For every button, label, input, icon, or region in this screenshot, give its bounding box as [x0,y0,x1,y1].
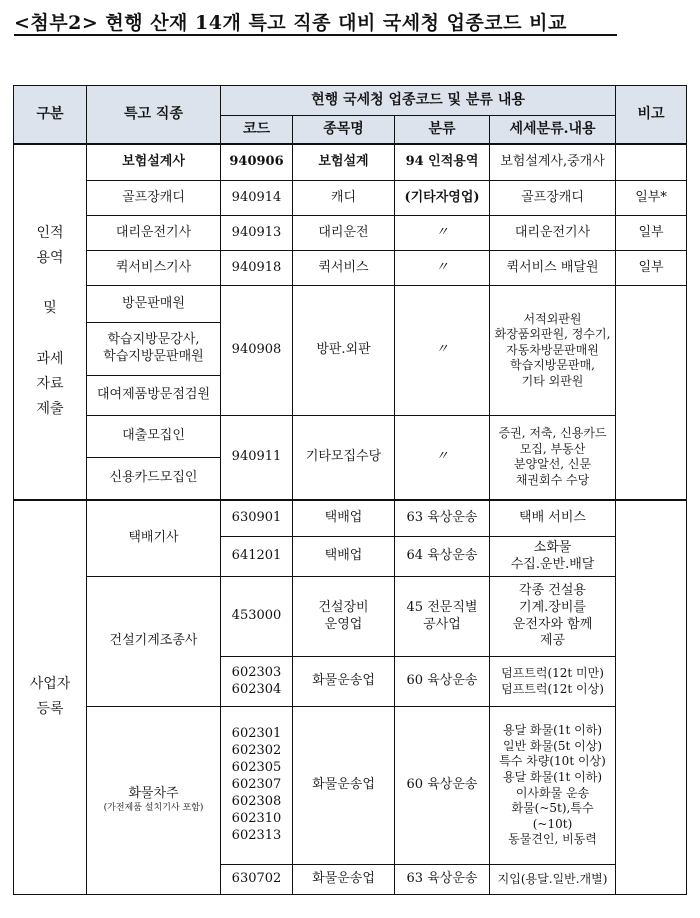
category-cell: 63 육상운송 [395,865,490,895]
header-nts-group: 현행 국세청 업종코드 및 분류 내용 [221,86,616,116]
code-cell: 940914 [221,181,293,216]
item-cell: 퀵서비스 [293,251,395,286]
job-cell: 신용카드모집인 [87,458,221,500]
category-cell: 〃 [395,251,490,286]
job-cell: 대여제품방문점검원 [87,376,221,416]
job-cell: 방문판매원 [87,286,221,323]
detail-cell: 지입(용달.일반.개별) [490,865,616,895]
category-cell: 63 육상운송 [395,500,490,537]
code-cell: 940911 [221,416,293,500]
detail-cell: 용달 화물(1t 이하) 일반 화물(5t 이상) 특수 차량(10t 이상) 용달 화물(1t 이하) 이사화물 운송 화물(~5t),특수(~10t) 동물견인, 비동력 [490,707,616,865]
header-note: 비고 [616,86,687,144]
detail-cell: 증권, 저축, 신용카드 모집, 부동산 분양알선, 신문 채권회수 수당 [490,416,616,500]
category-cell: 64 육상운송 [395,537,490,577]
item-cell: 택배업 [293,537,395,577]
item-cell: 캐디 [293,181,395,216]
detail-cell: 덤프트럭(12t 미만) 덤프트럭(12t 이상) [490,657,616,707]
category-cell: 60 육상운송 [395,707,490,865]
item-cell: 화물운송업 [293,657,395,707]
detail-cell: 각종 건설용 기계.장비를 운전자와 함께 제공 [490,577,616,657]
category-cell: 〃 [395,416,490,500]
item-cell: 기타모집수당 [293,416,395,500]
job-cell: 학습지방문강사, 학습지방문판매원 [87,323,221,376]
detail-cell: 퀵서비스 배달원 [490,251,616,286]
header-group: 구분 [14,86,87,144]
detail-cell: 보험설계사,중개사 [490,144,616,181]
note-cell: 일부* [616,181,687,216]
header-item: 종목명 [293,116,395,144]
page-title: <첨부2> 현행 산재 14개 특고 직종 대비 국세청 업종코드 비교 [14,12,567,34]
code-cell: 630901 [221,500,293,537]
note-cell [616,144,687,181]
job-cell: 대출모집인 [87,416,221,458]
code-cell: 940906 [221,144,293,181]
item-cell: 방판.외판 [293,286,395,416]
job-cell: 건설기계조종사 [87,577,221,707]
header-job: 특고 직종 [87,86,221,144]
detail-cell: 택배 서비스 [490,500,616,537]
code-cell: 940908 [221,286,293,416]
header-code: 코드 [221,116,293,144]
group-personal: 인적 용역 및 과세 자료 제출 [14,144,87,500]
title-underline [14,34,617,36]
code-cell: 940918 [221,251,293,286]
job-note: (가전제품 설치기사 포함) [103,803,204,814]
code-cell: 453000 [221,577,293,657]
job-cell: 택배기사 [87,500,221,577]
item-cell: 건설장비 운영업 [293,577,395,657]
item-cell: 화물운송업 [293,707,395,865]
detail-cell: 소화물 수집.운반.배달 [490,537,616,577]
item-cell: 보험설계 [293,144,395,181]
category-cell: 〃 [395,216,490,251]
code-cell: 641201 [221,537,293,577]
note-cell [616,286,687,500]
code-cell: 630702 [221,865,293,895]
job-label: 화물차주 [128,786,179,802]
job-cell: 퀵서비스기사 [87,251,221,286]
detail-cell: 골프장캐디 [490,181,616,216]
item-cell: 택배업 [293,500,395,537]
note-cell: 일부 [616,251,687,286]
detail-cell: 대리운전기사 [490,216,616,251]
detail-cell: 서적외판원 화장품외판원, 정수기, 자동차방문판매원 학습지방문판매, 기타 외판원 [490,286,616,416]
code-cell: 940913 [221,216,293,251]
header-category: 분류 [395,116,490,144]
category-cell: 45 전문직별 공사업 [395,577,490,657]
group-business: 사업자 등록 [14,500,87,895]
comparison-table [13,85,687,895]
category-cell: 60 육상운송 [395,657,490,707]
header-detail: 세세분류.내용 [490,116,616,144]
job-cell: 골프장캐디 [87,181,221,216]
category-cell: 94 인적용역 [395,144,490,181]
code-cell: 602303 602304 [221,657,293,707]
item-cell: 화물운송업 [293,865,395,895]
job-cell: 대리운전기사 [87,216,221,251]
code-cell: 602301 602302 602305 602307 602308 602310 602313 [221,707,293,865]
item-cell: 대리운전 [293,216,395,251]
job-cell: 보험설계사 [87,144,221,181]
job-cell [87,707,221,895]
note-cell: 일부 [616,216,687,251]
category-cell: (기타자영업) [395,181,490,216]
note-cell [616,500,687,895]
category-cell: 〃 [395,286,490,416]
